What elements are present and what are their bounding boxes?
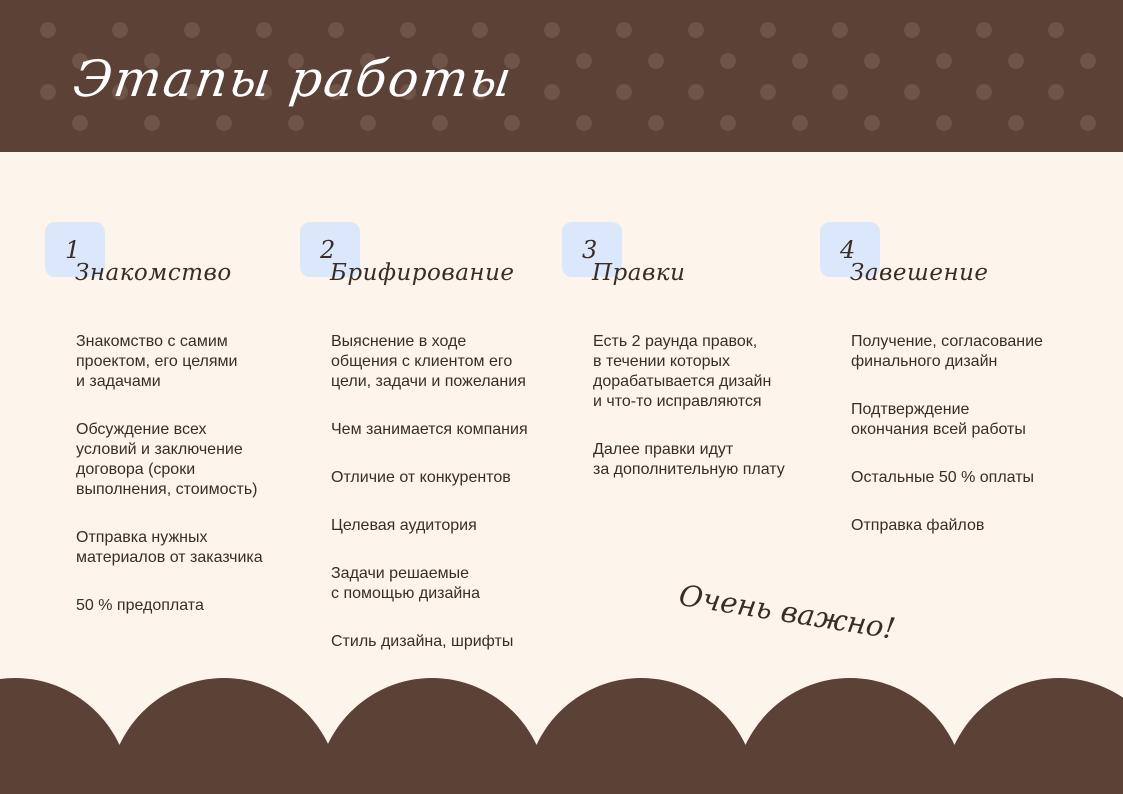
decorative-dot [648, 53, 664, 69]
decorative-dot [1008, 115, 1024, 131]
decorative-dot [576, 115, 592, 131]
stage-items [331, 332, 551, 680]
decorative-dot [288, 115, 304, 131]
decorative-dot [472, 22, 488, 38]
scalloped-footer [0, 676, 1123, 794]
decorative-dot [360, 115, 376, 131]
decorative-dot [904, 84, 920, 100]
stage-number: 1 [65, 236, 81, 264]
decorative-dot [40, 84, 56, 100]
stage-number: 3 [582, 236, 598, 264]
decorative-dot [688, 84, 704, 100]
decorative-dot [936, 115, 952, 131]
decorative-dot [400, 22, 416, 38]
decorative-dot [976, 84, 992, 100]
stage-title: Правки [592, 260, 686, 286]
stage-items [593, 332, 813, 508]
decorative-dot [720, 115, 736, 131]
stage-item: Стиль дизайна, шрифты [331, 633, 514, 650]
decorative-dot [112, 22, 128, 38]
stage-item: Получение, согласование финального дизайн [851, 333, 1043, 370]
stage-item: Остальные 50 % оплаты [851, 469, 1035, 486]
decorative-dot [1048, 22, 1064, 38]
stage-item: Обсуждение всех условий и заключение договора (сроки выполнения, стоимость) [76, 421, 258, 498]
header-banner [0, 0, 1123, 152]
stage-item: Отличие от конкурентов [331, 469, 511, 486]
stage-item: Задачи решаемые с помощью дизайна [331, 565, 481, 602]
decorative-dot [616, 84, 632, 100]
decorative-dot [504, 115, 520, 131]
stage-items [851, 332, 1071, 564]
decorative-dot [1080, 53, 1096, 69]
decorative-dot [976, 22, 992, 38]
decorative-dot [1008, 53, 1024, 69]
decorative-dot [760, 84, 776, 100]
decorative-dot [648, 115, 664, 131]
decorative-dot [792, 115, 808, 131]
decorative-dot [144, 115, 160, 131]
important-note: Очень важно! [676, 578, 898, 646]
stage-number: 4 [840, 236, 856, 264]
decorative-dot [328, 22, 344, 38]
footer-scallop [108, 678, 340, 794]
decorative-dot [832, 84, 848, 100]
footer-scallop [943, 678, 1123, 794]
decorative-dot [544, 22, 560, 38]
stage-item: Есть 2 раунда правок, в течении которых дорабатывается дизайн и что-то исправляются [593, 333, 772, 410]
stage-item: Чем занимается компания [331, 421, 528, 438]
stage-items [76, 332, 296, 644]
decorative-dot [216, 115, 232, 131]
decorative-dot [544, 84, 560, 100]
stage-item: Отправка файлов [851, 517, 985, 534]
page-title: Этапы работы [69, 50, 517, 108]
decorative-dot [184, 22, 200, 38]
stage-item: Знакомство с самим проектом, его целями и задачами [76, 333, 238, 390]
stage-title: Завешение [850, 260, 989, 286]
decorative-dot [936, 53, 952, 69]
decorative-dot [72, 115, 88, 131]
decorative-dot [864, 115, 880, 131]
footer-scallop [734, 678, 966, 794]
stage-number: 2 [320, 236, 336, 264]
decorative-dot [256, 22, 272, 38]
footer-scallop [525, 678, 757, 794]
decorative-dot [432, 115, 448, 131]
decorative-dot [1080, 115, 1096, 131]
decorative-dot [40, 22, 56, 38]
decorative-dot [576, 53, 592, 69]
decorative-dot [616, 22, 632, 38]
decorative-dot [832, 22, 848, 38]
stage-item: Целевая аудитория [331, 517, 477, 534]
stage-item: Далее правки идут за дополнительную плату [593, 441, 785, 478]
decorative-dot [864, 53, 880, 69]
decorative-dot [720, 53, 736, 69]
decorative-dot [792, 53, 808, 69]
decorative-dot [904, 22, 920, 38]
stage-item: Отправка нужных материалов от заказчика [76, 529, 263, 566]
stage-item: 50 % предоплата [76, 597, 204, 614]
stage-item: Выяснение в ходе общения с клиентом его цели, задачи и пожелания [331, 333, 526, 390]
decorative-dot [1048, 84, 1064, 100]
footer-scallop [316, 678, 548, 794]
stage-title: Брифирование [330, 260, 515, 286]
decorative-dot [688, 22, 704, 38]
stage-title: Знакомство [75, 260, 232, 286]
stage-item: Подтверждение окончания всей работы [851, 401, 1026, 438]
decorative-dot [760, 22, 776, 38]
